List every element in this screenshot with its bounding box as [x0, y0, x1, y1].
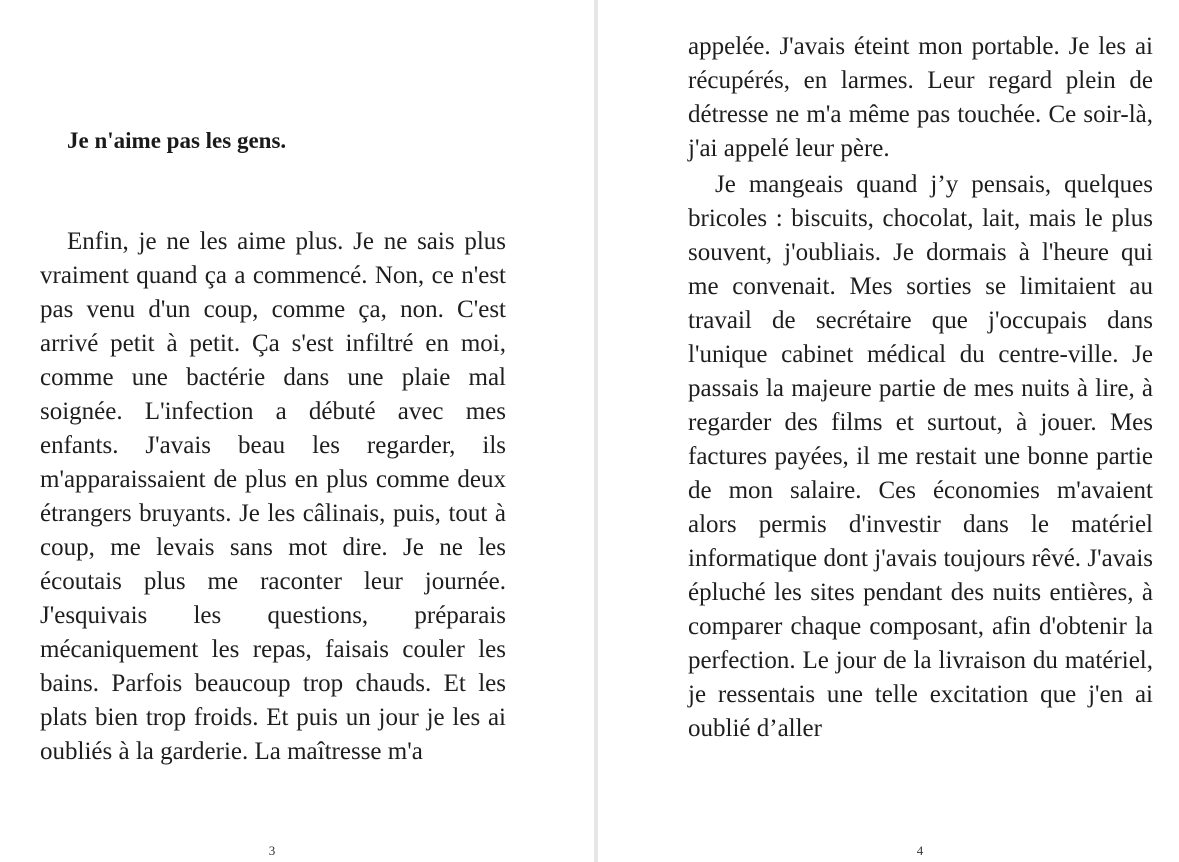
page-number-right: 4 — [916, 843, 924, 858]
right-page — [598, 0, 1179, 862]
paragraph: Je mangeais quand j’y pensais, quelques bricoles : biscuits, chocolat, lait, mais le plus souvent, j'oubliais. Je dormais à l'heure qui me convenait. Mes sorties se limitaient au travail de secrétaire que j'occupais dans l'unique cabinet médical du centre-ville. Je passais la majeure partie de mes nuits à lire, à regarder des films et surtout, à jouer. Mes factures payées, il me restait une bonne partie de mon salaire. Ces économies m'avaient alors permis d'investir dans le matériel informatique dont j'avais toujours rêvé. J'avais épluché les sites pendant des nuits entières, à comparer chaque composant, afin d'obtenir la perfection. Le jour de la livraison du matériel, je ressentais une telle excitation que j'en ai oublié d’aller — [688, 171, 1153, 742]
paragraph-continued: appelée. J'avais éteint mon portable. Je les ai récupérés, en larmes. Leur regard plein de détresse ne m'a même pas touchée. Ce soir-là, j'ai appelé leur père. — [688, 33, 1153, 162]
left-page-text — [40, 225, 506, 769]
paragraph: Enfin, je ne les aime plus. Je ne sais plus vraiment quand ça a commencé. Non, ce n'est pas venu d'un coup, comme ça, non. C'est arrivé petit à petit. Ça s'est infiltré en moi, comme une bactérie dans une plaie mal soignée. L'infection a débuté avec mes enfants. J'avais beau les regarder, ils m'apparaissaient de plus en plus comme deux étrangers bruyants. Je les câlinais, puis, tout à coup, me levais sans mot dire. Je ne les écoutais plus me raconter leur journée. J'esquivais les questions, préparais mécaniquement les repas, faisais couler les bains. Parfois beaucoup trop chauds. Et les plats bien trop froids. Et puis un jour je les ai oubliés à la garderie. La maîtresse m'a — [40, 228, 506, 765]
right-page-text — [688, 30, 1153, 746]
page-number-left: 3 — [268, 843, 276, 858]
chapter-heading: Je n'aime pas les gens. — [67, 128, 287, 153]
